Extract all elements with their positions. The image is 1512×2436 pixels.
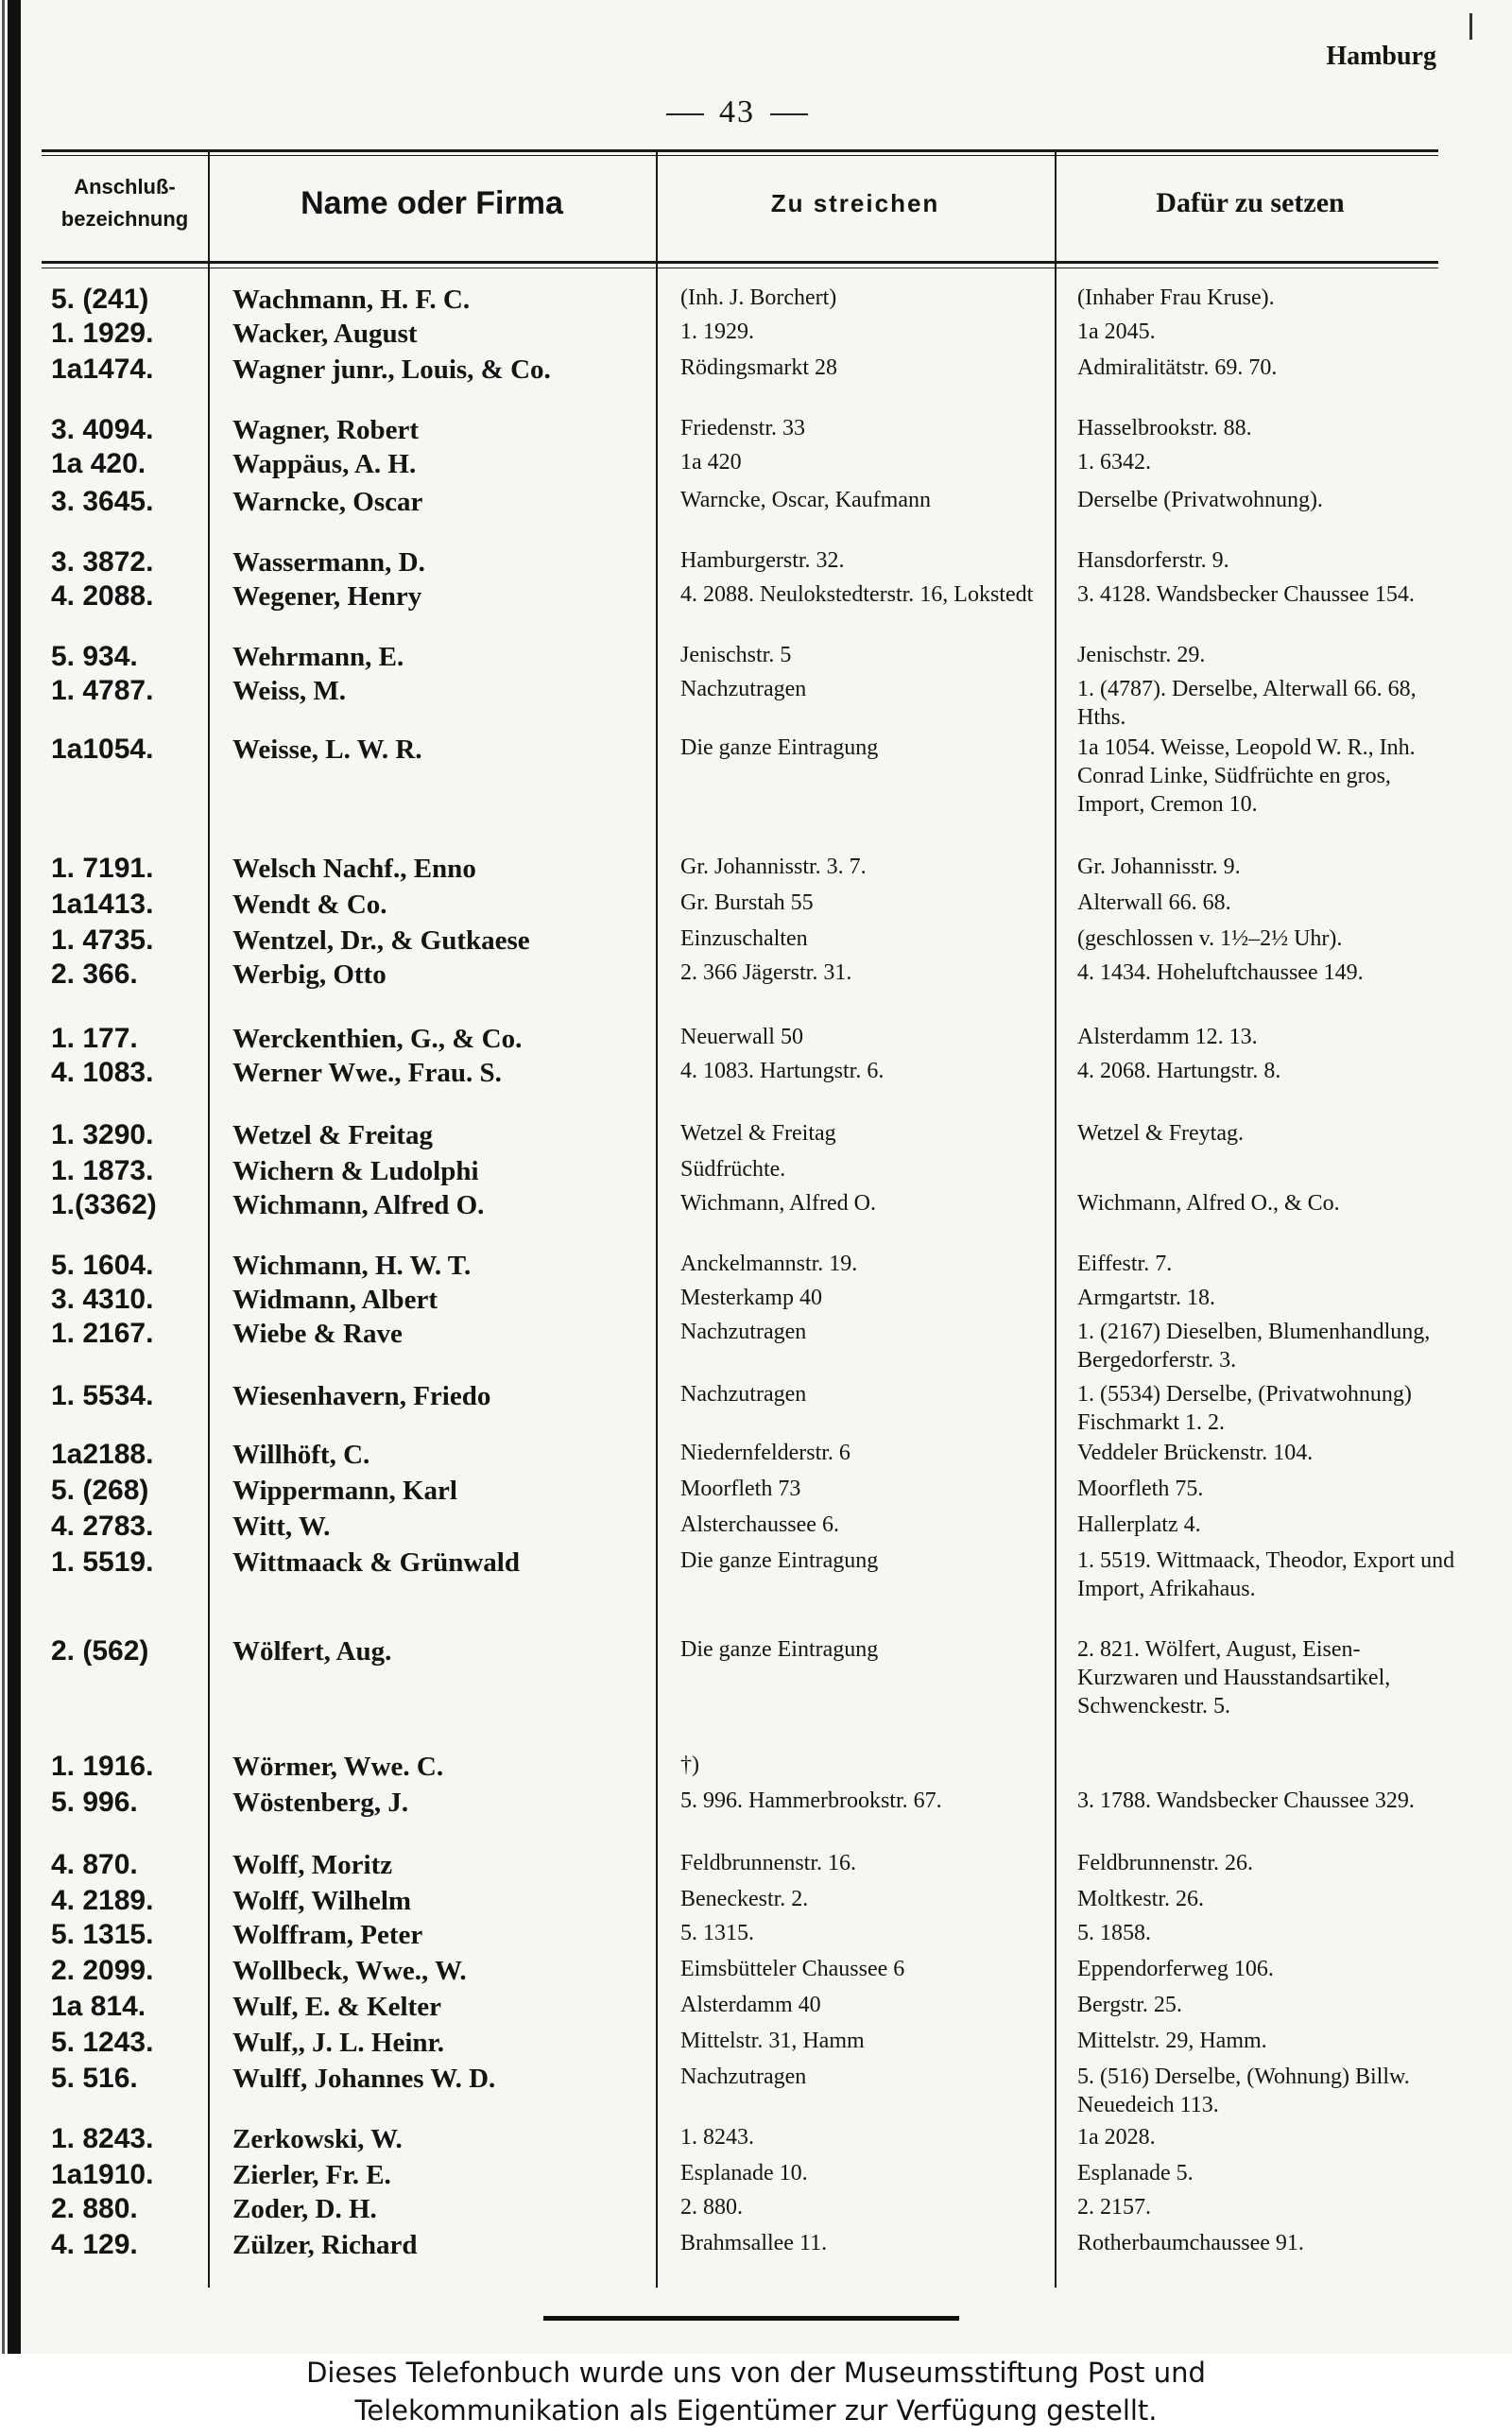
cell-old: Nachzutragen	[680, 2065, 807, 2089]
cell-name: Warncke, Oscar	[232, 487, 423, 517]
cell-new: Eiffestr. 7.	[1077, 1252, 1173, 1276]
cell-name: Werbig, Otto	[232, 959, 387, 990]
column-divider-1	[208, 151, 210, 2288]
cell-name: Wolffram, Peter	[232, 1920, 423, 1950]
dash-left	[666, 113, 704, 115]
cell-name: Werner Wwe., Frau. S.	[232, 1058, 502, 1088]
cell-num: 1a1054.	[51, 734, 154, 765]
cell-new: Moltkestr. 26.	[1077, 1887, 1205, 1911]
cell-num: 1. 7191.	[51, 853, 154, 884]
cell-name: Wegener, Henry	[232, 581, 422, 612]
cell-new: (Inhaber Frau Kruse).	[1077, 285, 1275, 310]
cell-name: Wichern & Ludolphi	[232, 1156, 479, 1186]
header-name: Name oder Firma	[301, 184, 563, 221]
cell-new: 3. 4128. Wandsbecker Chaussee 154.	[1077, 582, 1415, 607]
cell-old: Einzuschalten	[680, 926, 808, 951]
cell-old: Wichmann, Alfred O.	[680, 1191, 876, 1216]
cell-num: 1a 814.	[51, 1991, 146, 2022]
cell-new: Wichmann, Alfred O., & Co.	[1077, 1191, 1340, 1216]
cell-num: 5. (241)	[51, 284, 149, 315]
cell-num: 3. 4310.	[51, 1284, 154, 1315]
cell-old: Die ganze Eintragung	[680, 1637, 879, 1662]
cell-old: Südfrüchte.	[680, 1157, 786, 1182]
cell-old: Gr. Burstah 55	[680, 890, 814, 915]
footer-notice	[0, 2354, 1512, 2436]
column-divider-2	[656, 151, 658, 2288]
cell-name: Zülzer, Richard	[232, 2230, 418, 2260]
cell-name: Wagner junr., Louis, & Co.	[232, 354, 551, 385]
cell-old: Eimsbütteler Chaussee 6	[680, 1957, 905, 1981]
cell-name: Wulf, E. & Kelter	[232, 1992, 441, 2022]
cell-new: Wetzel & Freytag.	[1077, 1121, 1245, 1146]
cell-new: Hasselbrookstr. 88.	[1077, 416, 1252, 441]
cell-new: 1. (2167) Dieselben, Blumenhandlung, Bergedorferstr. 3.	[1077, 1320, 1431, 1373]
cell-num: 1. 5519.	[51, 1546, 154, 1578]
cell-num: 5. 934.	[51, 641, 138, 672]
cell-num: 1. 3290.	[51, 1119, 154, 1150]
cell-old: Rödingsmarkt 28	[680, 355, 837, 380]
cell-name: Wollbeck, Wwe., W.	[232, 1956, 467, 1986]
cell-num: 2. 2099.	[51, 1955, 154, 1986]
cell-name: Wappäus, A. H.	[232, 449, 417, 479]
cell-name: Weisse, L. W. R.	[232, 734, 422, 765]
cell-new: Mittelstr. 29, Hamm.	[1077, 2029, 1267, 2053]
cell-num: 1a1474.	[51, 354, 154, 385]
cell-name: Wiebe & Rave	[232, 1319, 403, 1349]
header-replace: Dafür zu setzen	[1156, 187, 1345, 218]
cell-num: 3. 3872.	[51, 546, 154, 578]
cell-old: Nachzutragen	[680, 1320, 807, 1344]
cell-name: Wehrmann, E.	[232, 642, 404, 672]
cell-name: Witt, W.	[232, 1512, 331, 1542]
column-divider-3	[1055, 151, 1057, 2288]
cell-new: 2. 821. Wölfert, August, Eisen-Kurzwaren und Hausstandsartikel, Schwenckestr. 5.	[1077, 1637, 1391, 1719]
cell-new: Admiralitätstr. 69. 70.	[1077, 355, 1278, 380]
cell-num: 5. (268)	[51, 1475, 149, 1506]
cell-old: Gr. Johannisstr. 3. 7.	[680, 855, 867, 879]
cell-num: 5. 1604.	[51, 1250, 154, 1281]
cell-old: (Inh. J. Borchert)	[680, 285, 837, 310]
cell-num: 4. 2783.	[51, 1511, 154, 1542]
dash-right	[770, 113, 808, 115]
cell-old: Neuerwall 50	[680, 1025, 803, 1049]
cell-name: Werckenthien, G., & Co.	[232, 1024, 523, 1054]
cell-new: Bergstr. 25.	[1077, 1993, 1182, 2017]
cell-new: Hansdorferstr. 9.	[1077, 548, 1229, 573]
cell-new: Armgartstr. 18.	[1077, 1286, 1215, 1310]
cell-new: 1. (5534) Derselbe, (Privatwohnung) Fischmarkt 1. 2.	[1077, 1382, 1412, 1435]
cell-name: Wiesenhavern, Friedo	[232, 1381, 491, 1411]
binding-edge	[8, 0, 21, 2354]
cell-old: Hamburgerstr. 32.	[680, 548, 845, 573]
footer-line-2: Telekommunikation als Eigentümer zur Verfügung gestellt.	[354, 2394, 1158, 2427]
cell-name: Wassermann, D.	[232, 547, 425, 578]
cell-old: Die ganze Eintragung	[680, 1548, 879, 1573]
cell-new: 5. (516) Derselbe, (Wohnung) Billw. Neuedeich 113.	[1077, 2065, 1410, 2117]
edge-mark	[1469, 13, 1472, 40]
cell-old: Moorfleth 73	[680, 1477, 801, 1501]
cell-num: 2. (562)	[51, 1635, 149, 1667]
cell-new: Veddeler Brückenstr. 104.	[1077, 1441, 1314, 1465]
cell-old: Nachzutragen	[680, 677, 807, 701]
cell-num: 2. 880.	[51, 2193, 138, 2224]
cell-num: 5. 1315.	[51, 1919, 154, 1950]
cell-old: Warncke, Oscar, Kaufmann	[680, 488, 931, 512]
cell-old: 1. 1929.	[680, 320, 754, 344]
cell-new: 5. 1858.	[1077, 1921, 1151, 1945]
cell-num: 1. 5534.	[51, 1380, 154, 1411]
cell-old: 2. 880.	[680, 2195, 743, 2220]
cell-name: Wölfert, Aug.	[232, 1636, 392, 1667]
cell-name: Zierler, Fr. E.	[232, 2160, 391, 2190]
cell-name: Zerkowski, W.	[232, 2124, 403, 2154]
cell-name: Wentzel, Dr., & Gutkaese	[232, 925, 530, 956]
cell-name: Zoder, D. H.	[232, 2194, 377, 2224]
cell-num: 5. 516.	[51, 2063, 138, 2094]
cell-name: Wippermann, Karl	[232, 1476, 457, 1506]
cell-num: 1. 177.	[51, 1023, 138, 1054]
header-bottom-rule	[42, 261, 1438, 264]
cell-old: 5. 1315.	[680, 1921, 754, 1945]
cell-new: 1. (4787). Derselbe, Alterwall 66. 68, Hths.	[1077, 677, 1417, 730]
cell-old: 4. 1083. Hartungstr. 6.	[680, 1059, 885, 1083]
cell-name: Wagner, Robert	[232, 415, 420, 445]
page-number: 43	[719, 95, 755, 130]
cell-old: 2. 366 Jägerstr. 31.	[680, 960, 852, 985]
cell-num: 2. 366.	[51, 959, 138, 990]
cell-new: Feldbrunnenstr. 26.	[1077, 1851, 1253, 1875]
cell-name: Wittmaack & Grünwald	[232, 1547, 520, 1578]
cell-num: 1. 8243.	[51, 2123, 154, 2154]
end-rule	[543, 2316, 959, 2321]
cell-new: Eppendorferweg 106.	[1077, 1957, 1274, 1981]
cell-num: 1.(3362)	[51, 1189, 157, 1220]
cell-new: 4. 1434. Hoheluftchaussee 149.	[1077, 960, 1364, 985]
cell-old: Wetzel & Freitag	[680, 1121, 836, 1146]
cell-name: Wulff, Johannes W. D.	[232, 2064, 496, 2094]
cell-old: Mesterkamp 40	[680, 1286, 822, 1310]
cell-num: 1. 1873.	[51, 1155, 154, 1186]
cell-new: 3. 1788. Wandsbecker Chaussee 329.	[1077, 1788, 1415, 1813]
cell-old: Anckelmannstr. 19.	[680, 1252, 858, 1276]
cell-old: Alsterdamm 40	[680, 1993, 821, 2017]
cell-num: 1a2188.	[51, 1439, 154, 1470]
cell-new: Alsterdamm 12. 13.	[1077, 1025, 1258, 1049]
cell-name: Willhöft, C.	[232, 1440, 370, 1470]
cell-new: Esplanade 5.	[1077, 2161, 1194, 2185]
cell-new: 2. 2157.	[1077, 2195, 1151, 2220]
cell-old: Friedenstr. 33	[680, 416, 805, 441]
header-connection: Anschluß- bezeichnung	[60, 175, 189, 231]
cell-old: Esplanade 10.	[680, 2161, 808, 2185]
cell-num: 1. 4735.	[51, 924, 154, 956]
cell-num: 1. 2167.	[51, 1318, 154, 1349]
cell-name: Wacker, August	[232, 319, 418, 349]
page-number-line	[614, 95, 860, 130]
cell-old: Die ganze Eintragung	[680, 735, 879, 760]
cell-name: Welsch Nachf., Enno	[232, 854, 476, 884]
cell-old: †)	[680, 1753, 699, 1777]
cell-old: Nachzutragen	[680, 1382, 807, 1407]
cell-old: 5. 996. Hammerbrookstr. 67.	[680, 1788, 942, 1813]
cell-new: (geschlossen v. 1½–2½ Uhr).	[1077, 926, 1343, 951]
cell-num: 4. 2189.	[51, 1885, 154, 1916]
cell-num: 1. 1916.	[51, 1751, 154, 1782]
cell-num: 1. 4787.	[51, 675, 154, 706]
cell-old: Brahmsallee 11.	[680, 2231, 828, 2255]
cell-num: 5. 1243.	[51, 2027, 154, 2058]
cell-name: Widmann, Albert	[232, 1285, 438, 1315]
cell-new: 1a 2028.	[1077, 2125, 1156, 2150]
cell-new: 1a 1054. Weisse, Leopold W. R., Inh. Conrad Linke, Südfrüchte en gros, Import, Cremon 10.	[1077, 735, 1416, 817]
cell-new: 1. 5519. Wittmaack, Theodor, Export und Import, Afrikahaus.	[1077, 1548, 1455, 1601]
cell-old: Alsterchaussee 6.	[680, 1512, 839, 1537]
cell-new: Hallerplatz 4.	[1077, 1512, 1201, 1537]
cell-new: Rotherbaumchaussee 91.	[1077, 2231, 1304, 2255]
cell-new: 4. 2068. Hartungstr. 8.	[1077, 1059, 1281, 1083]
cell-num: 1a 420.	[51, 448, 146, 479]
binding-edge-thin	[2, 0, 5, 2354]
cell-num: 4. 1083.	[51, 1057, 154, 1088]
cell-num: 5. 996.	[51, 1787, 138, 1818]
cell-num: 1a1413.	[51, 889, 154, 920]
cell-num: 1. 1929.	[51, 318, 154, 349]
cell-new: Derselbe (Privatwohnung).	[1077, 488, 1323, 512]
cell-old: Jenischstr. 5	[680, 643, 792, 667]
cell-num: 1a1910.	[51, 2159, 154, 2190]
cell-num: 4. 870.	[51, 1849, 138, 1880]
cell-num: 4. 2088.	[51, 580, 154, 612]
cell-old: 1a 420	[680, 450, 742, 475]
cell-old: 4. 2088. Neulokstedterstr. 16, Lokstedt	[680, 582, 1034, 607]
footer-line-1: Dieses Telefonbuch wurde uns von der Museumsstiftung Post und	[306, 2357, 1206, 2389]
cell-old: Mittelstr. 31, Hamm	[680, 2029, 865, 2053]
cell-name: Wichmann, H. W. T.	[232, 1251, 472, 1281]
cell-new: Jenischstr. 29.	[1077, 643, 1206, 667]
cell-old: Beneckestr. 2.	[680, 1887, 809, 1911]
cell-name: Wichmann, Alfred O.	[232, 1190, 485, 1220]
cell-name: Wachmann, H. F. C.	[232, 285, 471, 315]
cell-name: Wörmer, Wwe. C.	[232, 1752, 444, 1782]
cell-new: Alterwall 66. 68.	[1077, 890, 1231, 915]
cell-num: 3. 3645.	[51, 486, 154, 517]
cell-old: Feldbrunnenstr. 16.	[680, 1851, 856, 1875]
cell-new: Moorfleth 75.	[1077, 1477, 1204, 1501]
cell-new: Gr. Johannisstr. 9.	[1077, 855, 1241, 879]
city-header: Hamburg	[1326, 42, 1436, 71]
cell-old: 1. 8243.	[680, 2125, 754, 2150]
cell-new: 1a 2045.	[1077, 320, 1156, 344]
cell-name: Wendt & Co.	[232, 890, 387, 920]
cell-name: Wetzel & Freitag	[232, 1120, 434, 1150]
cell-new: 1. 6342.	[1077, 450, 1151, 475]
cell-num: 3. 4094.	[51, 414, 154, 445]
cell-name: Wolff, Wilhelm	[232, 1886, 412, 1916]
cell-name: Wöstenberg, J.	[232, 1788, 409, 1818]
cell-old: Niedernfelderstr. 6	[680, 1441, 850, 1465]
cell-name: Wolff, Moritz	[232, 1850, 393, 1880]
cell-name: Wulf,, J. L. Heinr.	[232, 2028, 444, 2058]
header-delete: Zu streichen	[770, 188, 940, 217]
cell-name: Weiss, M.	[232, 676, 347, 706]
cell-num: 4. 129.	[51, 2229, 138, 2260]
